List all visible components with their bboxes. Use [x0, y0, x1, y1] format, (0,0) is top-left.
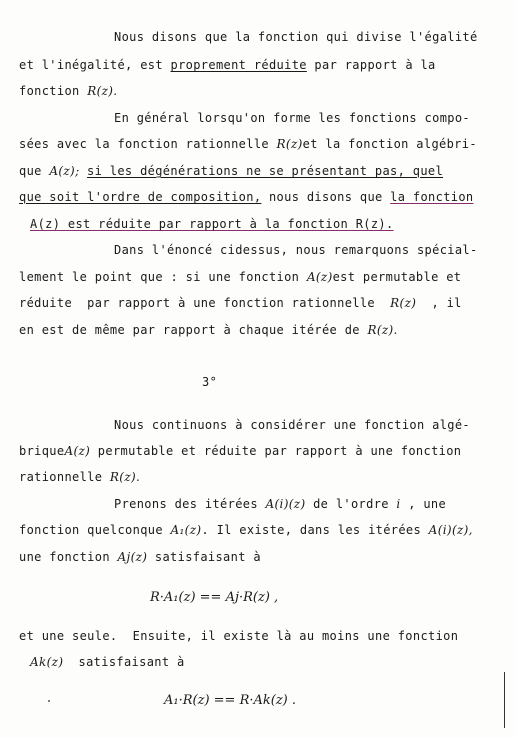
- handwritten-symbol: A₁(z): [170, 523, 202, 537]
- handwritten-symbol: A(z);: [49, 164, 80, 178]
- text-line: une fonction Aj(z) satisfaisant à: [19, 550, 261, 564]
- handwritten-symbol: A(z): [306, 270, 333, 284]
- text-line: [30, 217, 394, 231]
- underlined-phrase: A(z) est réduite par rapport à la fonction R(z).: [30, 217, 394, 231]
- handwritten-symbol: i: [396, 497, 401, 511]
- underlined-phrase: proprement réduite: [170, 58, 307, 72]
- text-line: en est de même par rapport à chaque itérée de R(z).: [19, 323, 398, 337]
- text-line: rationnelle R(z).: [19, 470, 141, 484]
- text-line: Nous disons que la fonction qui divise l'égalité: [114, 30, 478, 44]
- text-line: Ak(z) satisfaisant à: [30, 655, 185, 669]
- handwritten-symbol: A(i)(z): [265, 497, 306, 511]
- text-line: réduite par rapport à une fonction rationnelle R(z) , il: [19, 296, 462, 310]
- text-line: fonction quelconque A₁(z). Il existe, dans les itérées A(i)(z),: [19, 523, 473, 537]
- handwritten-symbol: R(z).: [367, 323, 398, 337]
- handwritten-symbol: R(z).: [87, 84, 118, 98]
- handwritten-symbol: A(z): [64, 444, 91, 458]
- text-line: que soit l'ordre de composition, nous disons que la fonction: [19, 190, 474, 204]
- formula: R·A₁(z) == Aj·R(z) ,: [150, 590, 279, 605]
- text-line: briqueA(z) permutable et réduite par rapport à une fonction: [19, 444, 462, 458]
- text-line: et l'inégalité, est proprement réduite par rapport à la: [19, 58, 436, 72]
- underlined-phrase: la fonction: [390, 190, 474, 204]
- stray-mark: [48, 700, 50, 702]
- text-line: fonction R(z).: [19, 84, 118, 98]
- text-line: Dans l'énoncé cidessus, nous remarquons spécial-: [114, 243, 478, 257]
- handwritten-symbol: Ak(z): [30, 655, 64, 669]
- text-line: sées avec la fonction rationnelle R(z)et la fonction algébri-: [19, 137, 477, 151]
- formula: A₁·R(z) == R·Ak(z) .: [164, 693, 297, 708]
- text-line: Nous continuons à considérer une fonction algé-: [114, 418, 471, 432]
- text-line: lement le point que : si une fonction A(z)est permutable et: [19, 270, 462, 284]
- text-line: et une seule. Ensuite, il existe là au moins une fonction: [19, 629, 459, 643]
- underlined-phrase: que soit l'ordre de composition,: [19, 190, 262, 204]
- handwritten-symbol: R(z).: [109, 470, 141, 484]
- handwritten-symbol: Aj(z): [117, 550, 148, 564]
- text-line: Prenons des itérées A(i)(z) de l'ordre i , une: [114, 497, 447, 511]
- margin-mark: [504, 672, 505, 728]
- handwritten-symbol: A(i)(z),: [428, 523, 473, 537]
- handwritten-symbol: R(z): [390, 296, 417, 310]
- section-number: 3°: [202, 375, 218, 389]
- text-line: que A(z); si les dégénérations ne se présentant pas, quel: [19, 164, 444, 178]
- underlined-phrase: si les dégénérations ne se présentant pas, quel: [87, 164, 444, 178]
- text-line: En général lorsqu'on forme les fonctions compo-: [114, 111, 471, 125]
- handwritten-symbol: R(z): [276, 137, 303, 151]
